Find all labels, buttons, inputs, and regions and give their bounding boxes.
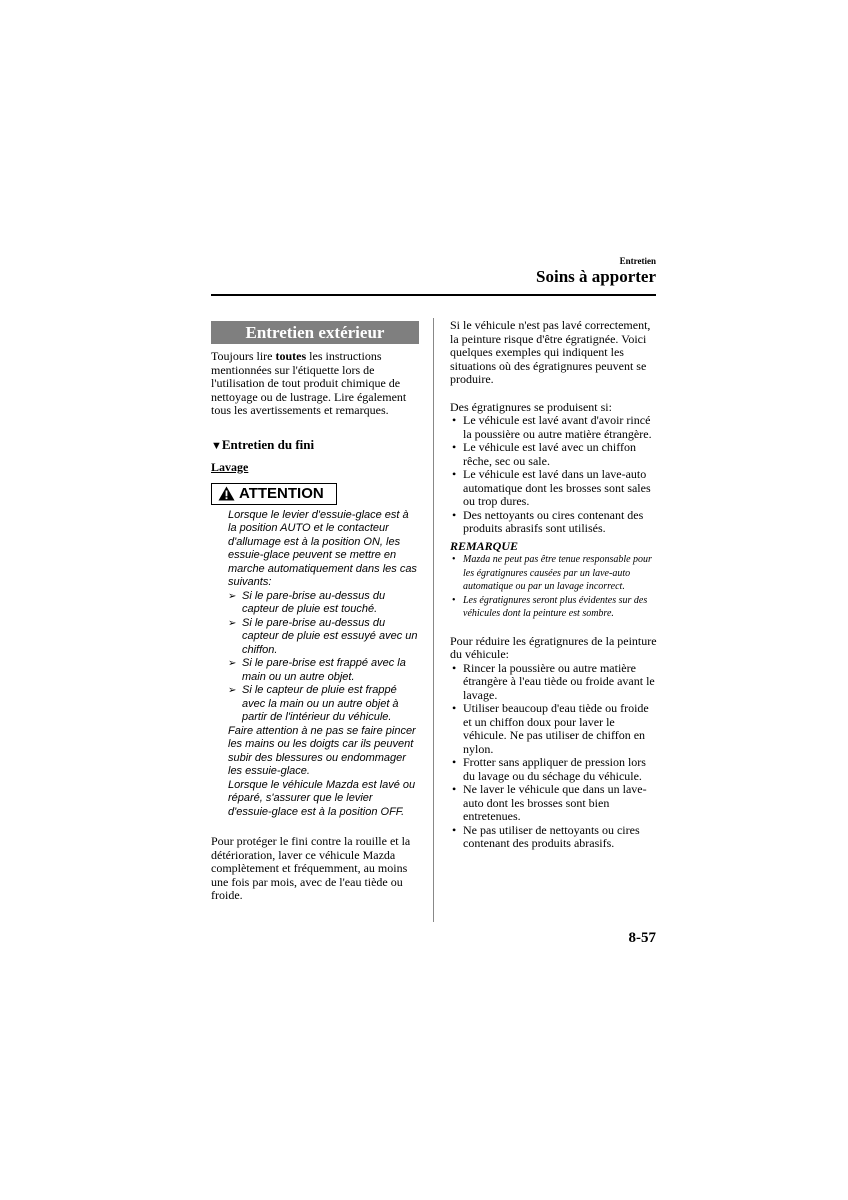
list-item: • Ne pas utiliser de nettoyants ou cires contenant des produits abrasifs.	[450, 824, 660, 851]
attention-item: ➢ Si le pare-brise au-dessus du capteur de pluie est touché.	[228, 590, 419, 617]
attention-intro: Lorsque le levier d'essuie-glace est à la position AUTO et le contacteur d'allumage est à la position ON, les essuie-glace peuvent se mettre en marche automatiquement dans les cas suivants:	[228, 508, 417, 588]
warning-triangle-icon	[218, 486, 235, 501]
right-column	[450, 319, 660, 851]
subsection-heading	[211, 438, 419, 454]
triangle-down-icon: ▼	[211, 439, 222, 452]
header-rule	[211, 294, 656, 296]
left-column	[211, 321, 419, 903]
attention-label: ATTENTION	[239, 484, 324, 502]
page-number: 8-57	[628, 930, 656, 946]
section-banner: Entretien extérieur	[211, 321, 419, 344]
protect-paragraph: Pour protéger le fini contre la rouille et la détérioration, laver ce véhicule Mazda complètement et fréquemment, au moins une fois par mois, avec de l'eau tiède ou froide.	[211, 834, 411, 902]
attention-outro: Lorsque le véhicule Mazda est lavé ou réparé, s'assurer que le levier d'essuie-glace est à la position OFF.	[228, 778, 416, 818]
attention-item: ➢ Si le pare-brise est frappé avec la main ou un autre objet.	[228, 657, 419, 684]
scratch-causes-list	[450, 414, 660, 536]
attention-item: ➢ Si le pare-brise au-dessus du capteur de pluie est essuyé avec un chiffon.	[228, 617, 419, 658]
attention-outro: Faire attention à ne pas se faire pincer les mains ou les doigts car ils peuvent subir des blessures ou endommager les essuie-glace.	[228, 724, 416, 777]
attention-body	[228, 509, 419, 820]
subsection-title: Entretien du fini	[221, 436, 315, 452]
intro-bold: toutes	[275, 349, 307, 363]
column-divider	[433, 318, 434, 922]
reduce-tips-list	[450, 662, 660, 851]
list-item: • Le véhicule est lavé avec un chiffon rêche, sec ou sale.	[450, 441, 660, 468]
remark-list	[450, 553, 660, 621]
scratch-intro: Si le véhicule n'est pas lavé correctement, la peinture risque d'être égratignée. Voici quelques exemples qui indiquent les situations où des égratignures peuvent se produire.	[450, 318, 651, 386]
attention-badge	[211, 483, 337, 505]
scratch-causes-heading: Des égratignures se produisent si:	[450, 399, 612, 414]
intro-text: Toujours lire	[211, 349, 276, 363]
intro-paragraph	[211, 350, 419, 418]
list-item: • Ne laver le véhicule que dans un lave-auto dont les brosses sont bien entretenues.	[450, 783, 660, 824]
list-item: • Utiliser beaucoup d'eau tiède ou froide et un chiffon doux pour laver le véhicule. Ne pas utiliser de chiffon en nylon.	[450, 702, 660, 756]
page-title: Soins à apporter	[536, 267, 656, 286]
attention-list	[228, 590, 419, 725]
remark-item: • Mazda ne peut pas être tenue responsable pour les égratignures causées par un lave-auto automatique ou par un lavage incorrect.	[450, 553, 660, 594]
remark-heading: REMARQUE	[450, 538, 519, 553]
attention-item: ➢ Si le capteur de pluie est frappé avec la main ou un autre objet à partir de l'intérieur du véhicule.	[228, 684, 419, 725]
intro-text-rest: les instructions mentionnées sur l'étiquette lors de l'utilisation de tout produit chimique de nettoyage ou de lustrage. Lire également tous les avertissements et remarques.	[211, 349, 407, 417]
list-item: • Des nettoyants ou cires contenant des produits abrasifs sont utilisés.	[450, 509, 660, 536]
reduce-heading: Pour réduire les égratignures de la peinture du véhicule:	[450, 633, 657, 661]
list-item: • Rincer la poussière ou autre matière étrangère à l'eau tiède ou froide avant le lavage.	[450, 662, 660, 703]
section-label: Entretien	[619, 256, 656, 266]
remark-item: • Les égratignures seront plus évidentes sur des véhicules dont la peinture est sombre.	[450, 594, 660, 621]
list-item: • Le véhicule est lavé dans un lave-auto automatique dont les brosses sont sales ou trop dures.	[450, 468, 660, 509]
list-item: • Frotter sans appliquer de pression lors du lavage ou du séchage du véhicule.	[450, 756, 660, 783]
lavage-heading: Lavage	[211, 460, 249, 474]
list-item: • Le véhicule est lavé avant d'avoir rincé la poussière ou autre matière étrangère.	[450, 414, 660, 441]
